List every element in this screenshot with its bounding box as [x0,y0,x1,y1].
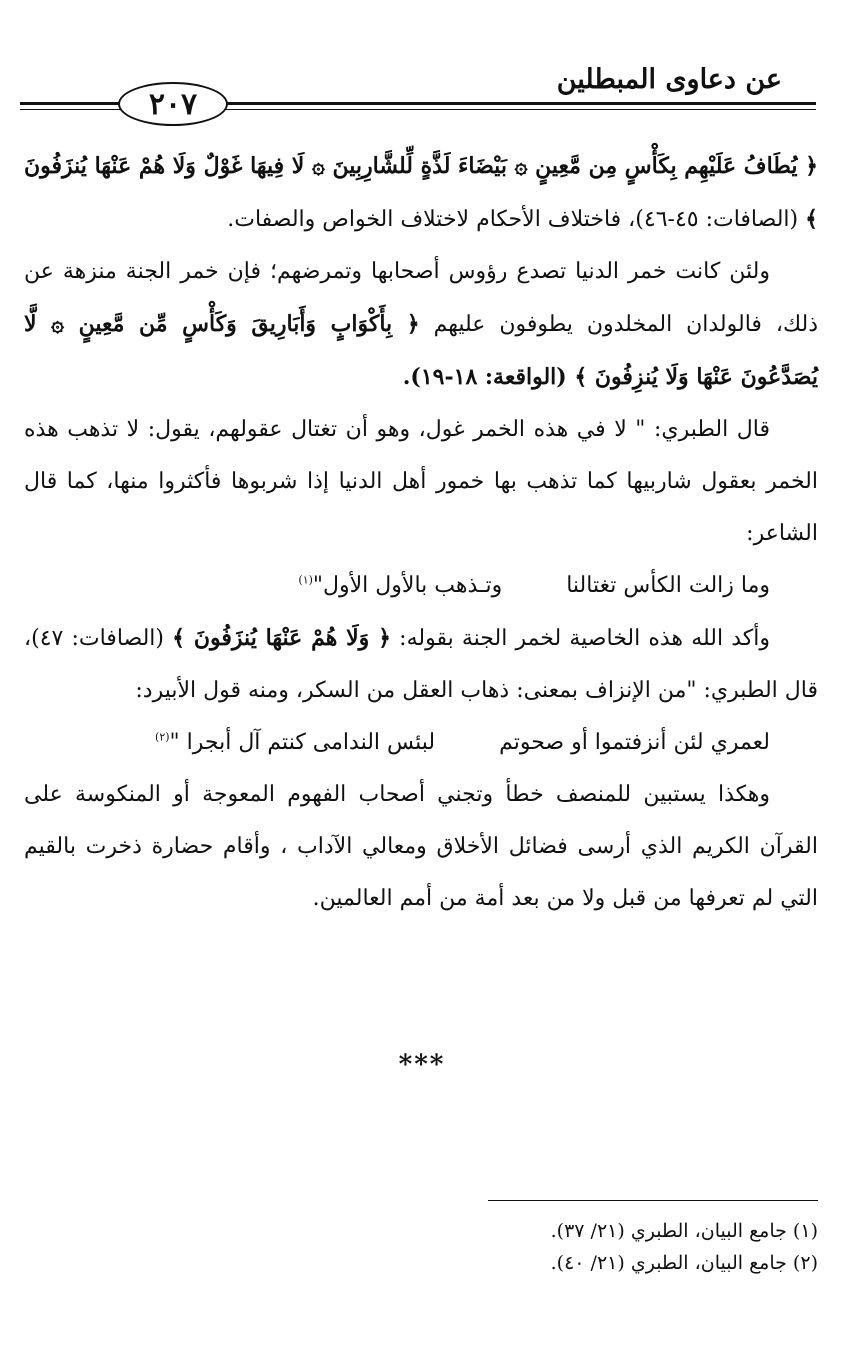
paragraph-5 [24,769,818,925]
verse-hemistich-1: لعمري لئن أنزفتموا أو صحوتم [499,730,770,755]
paragraph-1 [24,140,818,246]
quran-quote: ﴿ يُطَافُ عَلَيْهِم بِكَأْسٍ مِن مَّعِينٍ ۞ بَيْضَاءَ لَذَّةٍ لِّلشَّارِبِينَ ۞ لَا فِيهَا غَوْلٌ وَلَا هُمْ عَنْهَا يُنزَفُونَ ﴾ [23,153,818,232]
quran-reference: (الواقعة: ١٨-١٩). [402,364,575,390]
paragraph-text: قال الطبري: " لا في هذه الخمر غول، وهو أن تغتال عقولهم، يقول: لا تذهب هذه الخمر بعقول شاربيها كما تذهب بها خمور أهل الدنيا إذا شربوها فأكثروا منها، كما قال الشاعر: [24,417,818,546]
paragraph-text: وأكد الله هذه الخاصية لخمر الجنة بقوله: [391,626,770,651]
footnote-2: (٢) جامع البيان، الطبري (٢١/ ٤٠). [550,1252,818,1274]
main-text [24,140,818,925]
verse-hemistich-2: وتـذهب بالأول الأول" [312,573,503,598]
poetry-verse-2 [24,717,818,769]
paragraph-2 [24,246,818,404]
section-separator: *** [398,1050,446,1080]
page-number: ٢٠٧ [118,82,228,126]
running-title: عن دعاوى المبطلين [556,64,782,95]
footnotes [318,1215,818,1279]
paragraph-text: (الصافات: ٤٧)، قال الطبري: "من الإنزاف بمعنى: ذهاب العقل من السكر، ومنه قول الأبيرد: [24,626,818,703]
paragraph-text: (الصافات: ٤٥-٤٦)، فاختلاف الأحكام لاختلاف الخواص والصفات. [227,207,806,232]
quran-quote: ﴿ بِأَكْوَابٍ وَأَبَارِيقَ وَكَأْسٍ مِّن مَّعِينٍ ۞ لَّا يُصَدَّعُونَ عَنْهَا وَلَا يُنزِفُونَ ﴾ [24,311,818,390]
paragraph-4 [24,612,818,717]
verse-hemistich-1: وما زالت الكأس تغتالنا [566,573,770,598]
paragraph-text: وهكذا يستبين للمنصف خطأ وتجني أصحاب الفهوم المعوجة أو المنكوسة على القرآن الكريم الذي أرسى فضائل الأخلاق ومعالي الآداب ، وأقام حضارة ذخرت بالقيم التي لم تعرفها من قبل ولا من بعد أمة من أمم العالمين. [24,782,818,911]
footnote-marker: (٢) [155,730,170,744]
footnote-rule [488,1200,818,1201]
paragraph-text: ولئن كانت خمر الدنيا تصدع رؤوس أصحابها وتمرضهم؛ فإن خمر الجنة منزهة عن ذلك، فالولدان المخلدون يطوفون عليهم [24,259,819,337]
footnote-1: (١) جامع البيان، الطبري (٢١/ ٣٧). [550,1220,818,1242]
page-header [20,60,816,130]
verse-hemistich-2: لبئس الندامى كنتم آل أبجرا " [169,730,436,755]
paragraph-3 [24,404,818,560]
poetry-verse-1 [24,560,818,612]
footnote-marker: (١) [298,573,313,587]
quran-quote: ﴿ وَلَا هُمْ عَنْهَا يُنزَفُونَ ﴾ [172,625,392,651]
